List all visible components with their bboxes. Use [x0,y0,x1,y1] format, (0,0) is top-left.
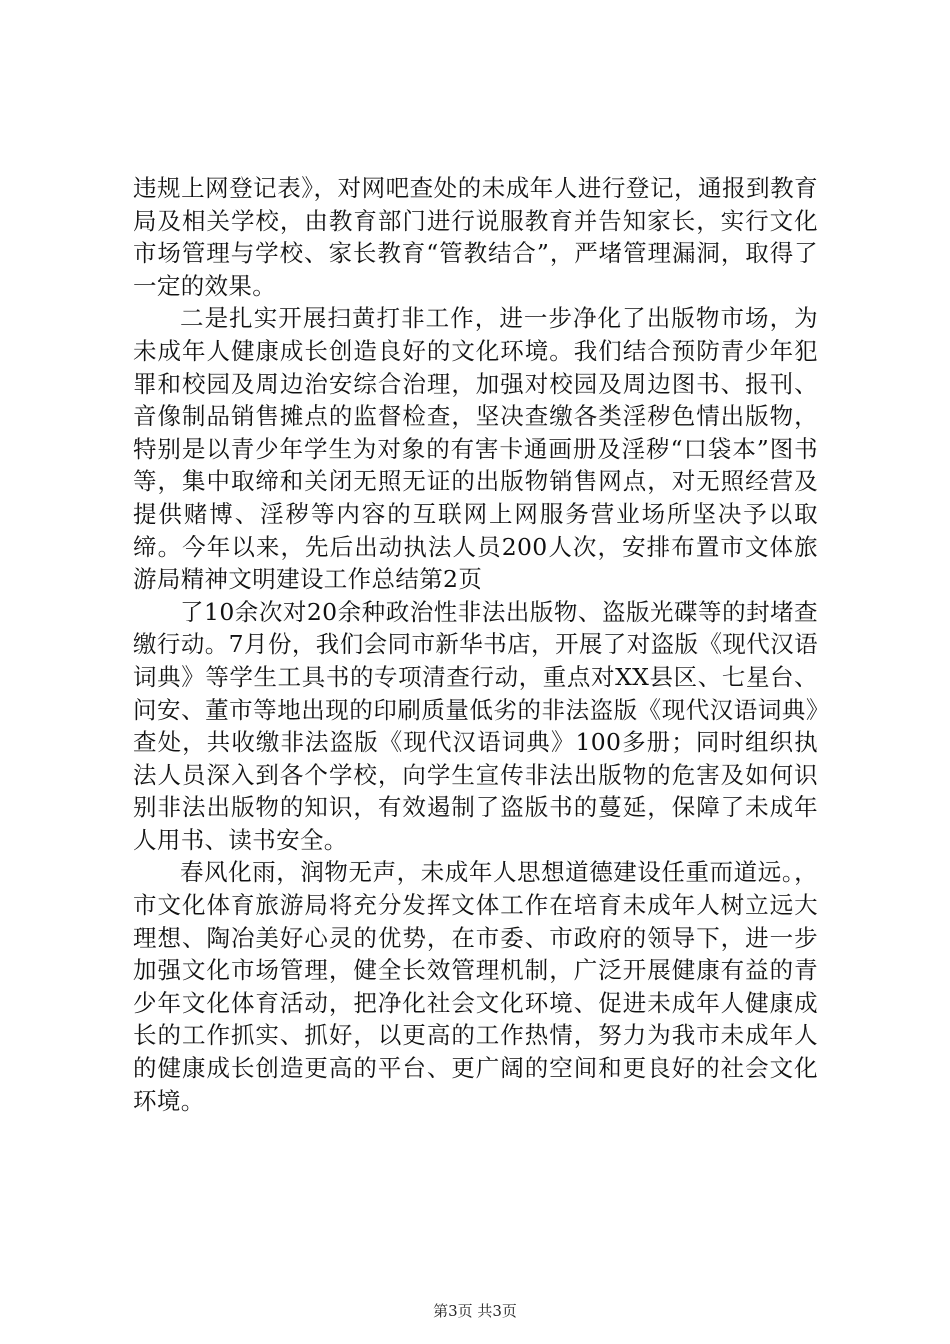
paragraph-conclusion: 春风化雨，润物无声，未成年人思想道德建设任重而道远。，市文化体育旅游局将充分发挥文体工作在培育未成年人树立远大理想、陶冶美好心灵的优势，在市委、市政府的领导下，进一步加强文化市场管理，健全长效管理机制，广泛开展健康有益的青少年文化体育活动，把净化社会文化环境、促进未成年人健康成长的工作抓实、抓好，以更高的工作热情，努力为我市未成年人的健康成长创造更高的平台、更广阔的空间和更良好的社会文化环境。 [133,858,818,1115]
document-body [133,172,818,1117]
page-footer: 第3页 共3页 [433,1302,517,1320]
paragraph-anti-pornography: 二是扎实开展扫黄打非工作，进一步净化了出版物市场，为未成年人健康成长创造良好的文化环境。我们结合预防青少年犯罪和校园及周边治安综合治理，加强对校园及周边图书、报刊、音像制品销售摊点的监督检查，坚决查缴各类淫秽色情出版物，特别是以青少年学生为对象的有害卡通画册及淫秽“口袋本”图书等，集中取缔和关闭无照无证的出版物销售网点，对无照经营及提供赌博、淫秽等内容的互联网上网服务营业场所坚决予以取缔。今年以来，先后出动执法人员200人次，安排布置市文体旅游局精神文明建设工作总结第2页 [133,304,818,594]
paragraph-dictionary-crackdown: 了10余次对20余种政治性非法出版物、盗版光碟等的封堵查缴行动。7月份，我们会同市新华书店，开展了对盗版《现代汉语词典》等学生工具书的专项清查行动，重点对XX县区、七星台、问安、董市等地出现的印刷质量低劣的非法盗版《现代汉语词典》查处，共收缴非法盗版《现代汉语词典》100多册；同时组织执法人员深入到各个学校，向学生宣传非法出版物的危害及如何识别非法出版物的知识，有效遏制了盗版书的蔓延，保障了未成年人用书、读书安全。 [133,597,818,854]
paragraph-continuation: 违规上网登记表》，对网吧查处的未成年人进行登记，通报到教育局及相关学校，由教育部门进行说服教育并告知家长，实行文化市场管理与学校、家长教育“管教结合”，严堵管理漏洞，取得了一定的效果。 [133,174,818,300]
